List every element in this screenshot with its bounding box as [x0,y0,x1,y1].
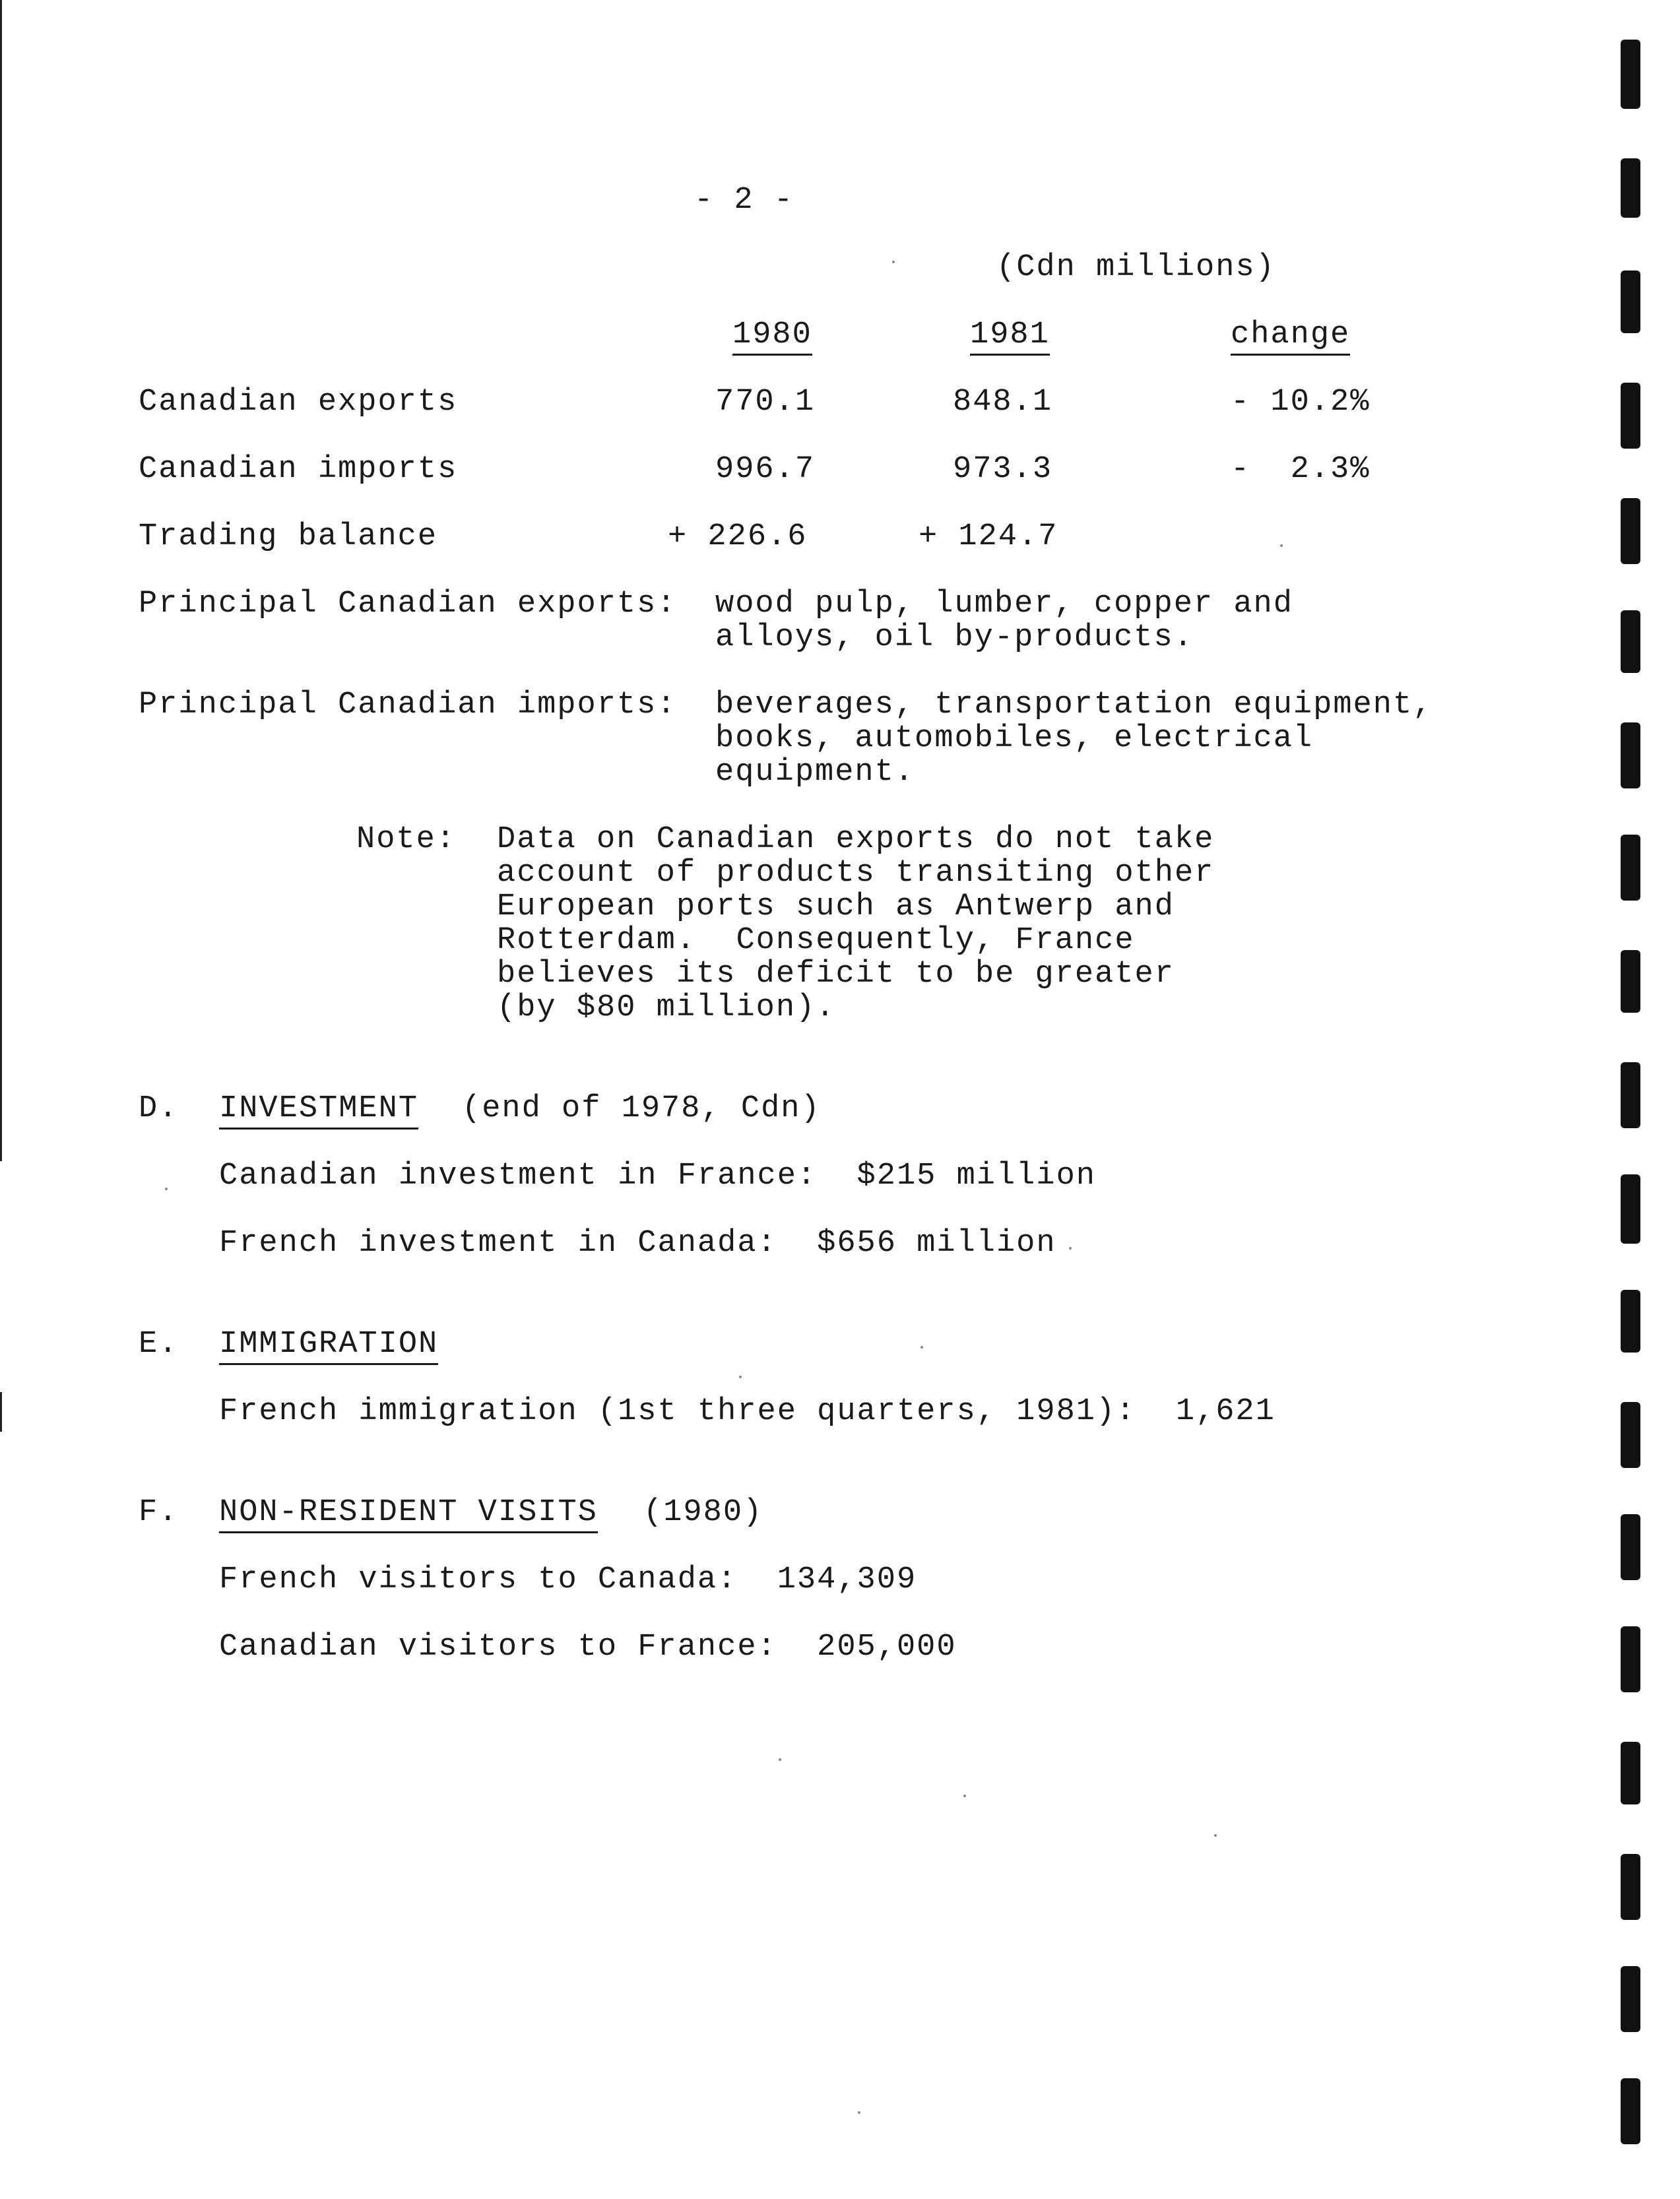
scan-speck [858,2111,860,2114]
binder-hole-mark [1621,1062,1640,1128]
value-change: - 2.3% [1231,452,1371,487]
scan-speck [963,1795,966,1797]
value-1981: 973.3 [953,452,1053,487]
section-d-letter: D. [139,1091,179,1126]
binder-hole-mark [1621,1514,1640,1580]
binder-hole-mark [1621,498,1640,564]
scan-speck [165,1188,168,1190]
binder-hole-mark [1621,610,1640,673]
binder-hole-mark [1621,950,1640,1013]
section-d-item: French investment in Canada: $656 million [219,1226,1056,1261]
column-header-1980: 1980 [732,318,812,356]
scan-speck [1214,1834,1217,1837]
row-label: Canadian exports [139,385,458,420]
section-e-letter: E. [139,1327,179,1362]
principal-imports-line: books, automobiles, electrical [715,721,1314,756]
section-f-item: French visitors to Canada: 134,309 [219,1562,917,1597]
page-number: - 2 - [694,183,794,218]
principal-imports-label: Principal Canadian imports: [139,687,677,722]
note-label: Note: [356,822,457,857]
principal-imports-line: beverages, transportation equipment, [715,687,1433,722]
value-1980: 996.7 [715,452,816,487]
note-line: account of products transiting other [497,856,1215,891]
section-e-heading: IMMIGRATION [219,1327,438,1365]
binder-hole-mark [1621,1966,1640,2032]
binder-hole-mark [1621,722,1640,788]
binder-hole-mark [1621,40,1640,109]
binder-hole-mark [1621,1402,1640,1468]
principal-exports-label: Principal Canadian exports: [139,587,677,621]
principal-imports-line: equipment. [715,755,915,790]
binder-hole-mark [1621,1854,1640,1920]
binder-hole-mark [1621,1742,1640,1804]
principal-exports-line: wood pulp, lumber, copper and [715,587,1293,621]
binder-hole-mark [1621,383,1640,449]
note-line: Data on Canadian exports do not take [497,822,1215,857]
binder-hole-mark [1621,835,1640,901]
binder-hole-mark [1621,1626,1640,1692]
left-edge-mark [0,1392,2,1432]
section-e-item: French immigration (1st three quarters, 1981): 1,621 [219,1394,1276,1429]
note-line: European ports such as Antwerp and [497,889,1175,924]
column-header-change: change [1231,318,1350,356]
note-line: Rotterdam. Consequently, France [497,923,1135,958]
scan-speck [779,1758,781,1761]
row-label: Canadian imports [139,452,458,487]
principal-exports-line: alloys, oil by-products. [715,620,1194,655]
section-f-qualifier: (1980) [643,1495,763,1530]
note-line: (by $80 million). [497,990,836,1025]
section-d-qualifier: (end of 1978, Cdn) [462,1091,821,1126]
note-line: believes its deficit to be greater [497,957,1175,992]
scan-speck [892,261,895,263]
row-label: Trading balance [139,519,438,554]
column-header-1981: 1981 [970,318,1050,356]
scan-speck [1069,1247,1072,1250]
section-d-heading: INVESTMENT [219,1092,418,1130]
binder-hole-mark [1621,158,1640,218]
section-f-item: Canadian visitors to France: 205,000 [219,1630,957,1665]
binder-hole-mark [1621,1290,1640,1353]
scan-speck [1280,544,1283,547]
value-change: - 10.2% [1231,385,1371,420]
units-label: (Cdn millions) [996,250,1276,285]
binder-hole-mark [1621,271,1640,333]
section-f-letter: F. [139,1495,179,1530]
scan-speck [921,1346,923,1349]
value-1980: + 226.6 [668,519,808,554]
binder-hole-mark [1621,2078,1640,2144]
left-edge-shadow [0,0,2,1161]
value-1981: 848.1 [953,385,1053,420]
value-1981: + 124.7 [919,519,1058,554]
section-d-item: Canadian investment in France: $215 million [219,1159,1097,1194]
binder-hole-mark [1621,1174,1640,1244]
scan-speck [739,1376,742,1378]
value-1980: 770.1 [715,385,816,420]
section-f-heading: NON-RESIDENT VISITS [219,1496,598,1533]
